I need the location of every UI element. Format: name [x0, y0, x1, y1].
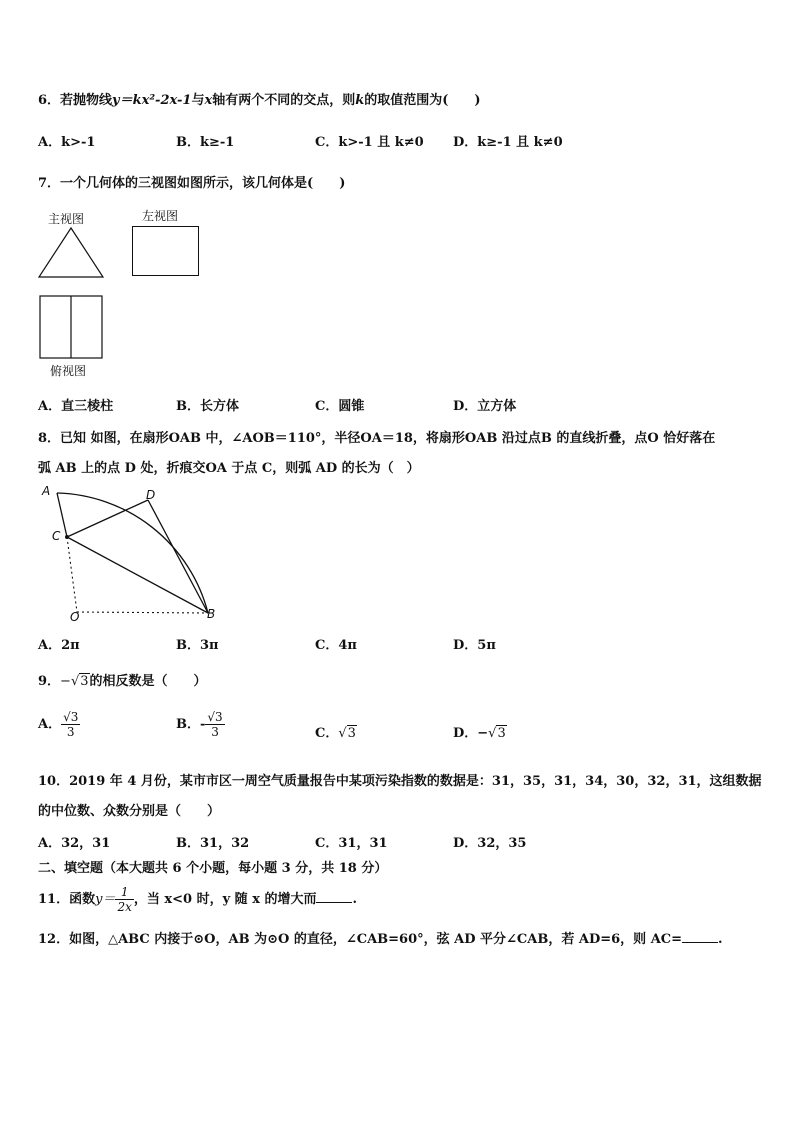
q7-top-view-label: 俯视图 — [50, 364, 87, 378]
q6-stem-d: 的取值范围为( ) — [364, 93, 481, 108]
q8-sector-figure — [36, 480, 226, 630]
q6-option-d: D．k≥-1 且 k≠0 — [453, 135, 563, 150]
q9-option-c-radicand: 3 — [347, 726, 356, 741]
q9-option-a-label: A． — [38, 717, 62, 732]
q11-num: 1 — [115, 885, 133, 900]
q6-stem-a: 6．若抛物线 — [38, 93, 113, 108]
q9-radicand: 3 — [80, 674, 89, 689]
q7-top-view-rectangle — [39, 295, 105, 361]
q8-option-b: B．3π — [176, 638, 219, 653]
q9-option-d — [453, 722, 507, 741]
q12-end: . — [718, 932, 723, 947]
q9-option-b-label: B．- — [176, 717, 206, 732]
q12-stem — [38, 928, 723, 947]
q11-den: 2x — [117, 900, 132, 914]
q8-stem-line2: 弧 AB 上的点 D 处，折痕交OA 于点 C，则弧 AD 的长为（ ） — [38, 461, 420, 476]
q6-option-b: B．k≥-1 — [176, 135, 235, 150]
q11-prefix: 11．函数 — [38, 892, 96, 907]
q9-option-a-num: √3 — [63, 710, 79, 724]
q12-answer-blank[interactable] — [682, 932, 718, 943]
q7-option-c: C．圆锥 — [315, 399, 365, 414]
q10-stem-line1: 10．2019 年 4 月份，某市市区一周空气质量报告中某项污染指数的数据是：31，35，31，34，30，32，31，这组数据 — [38, 774, 762, 789]
q9-suffix: 的相反数是（ ） — [89, 674, 207, 689]
q8-label-o: O — [70, 610, 80, 624]
q10-option-c: C．31，31 — [315, 836, 388, 851]
q7-option-d: D．立方体 — [453, 399, 517, 414]
q6-stem — [38, 89, 481, 108]
q9-stem — [38, 670, 207, 689]
q8-label-a: A — [42, 484, 51, 498]
q9-option-d-label: D．− — [453, 726, 489, 741]
q9-option-d-radicand: 3 — [497, 726, 506, 741]
q8-label-d: D — [146, 488, 156, 502]
q6-stem-b: 与 — [191, 93, 205, 108]
q6-option-c: C．k>-1 且 k≠0 — [315, 135, 424, 150]
q8-label-b: B — [207, 607, 216, 621]
q6-var-k: k — [355, 93, 365, 108]
q9-option-b-den: 3 — [211, 725, 219, 739]
q9-option-a-fraction — [61, 710, 80, 739]
q11-suffix: ，当 x<0 时，y 随 x 的增大而 — [133, 892, 317, 907]
q9-option-c-label: C． — [315, 726, 339, 741]
q8-option-d: D．5π — [453, 638, 496, 653]
q10-stem-line2: 的中位数、众数分别是（ ） — [38, 804, 221, 819]
q9-option-b-num: √3 — [207, 710, 223, 724]
q7-front-view-label: 主视图 — [48, 212, 85, 226]
q6-var-x: x — [204, 93, 213, 108]
q11-end: . — [352, 892, 358, 907]
q7-left-view-label: 左视图 — [142, 209, 179, 223]
q9-neg-sign: − — [60, 674, 71, 689]
q6-equation: y＝kx²-2x-1 — [112, 93, 192, 108]
q9-sqrt: √3 — [70, 674, 89, 689]
q7-left-view-rectangle — [132, 226, 199, 276]
q9-option-c-sqrt: √3 — [338, 726, 356, 741]
q9-prefix: 9． — [38, 674, 61, 689]
q6-stem-c: 轴有两个不同的交点，则 — [212, 93, 356, 108]
q7-stem: 7．一个几何体的三视图如图所示，该几何体是( ) — [38, 176, 346, 191]
q10-option-b: B．31，32 — [176, 836, 250, 851]
q11-fraction — [115, 885, 133, 914]
q8-label-c: C — [52, 529, 61, 543]
section-fill-in-title: 二、填空题（本大题共 6 个小题，每小题 3 分，共 18 分） — [38, 861, 388, 876]
q8-option-a: A．2π — [38, 638, 80, 653]
q9-option-d-sqrt: √3 — [488, 726, 506, 741]
q10-option-a: A．32，31 — [38, 836, 111, 851]
q9-option-b-fraction — [205, 710, 224, 739]
q9-option-b — [176, 710, 225, 739]
q12-text: 12．如图，△ABC 内接于⊙O，AB 为⊙O 的直径，∠CAB=60°，弦 AD 平分∠CAB，若 AD=6，则 AC= — [38, 932, 683, 947]
q8-option-c: C．4π — [315, 638, 357, 653]
q7-front-view-triangle — [36, 226, 106, 280]
q10-option-d: D．32，35 — [453, 836, 527, 851]
q9-option-a — [38, 710, 80, 739]
q11-answer-blank[interactable] — [316, 892, 352, 903]
q6-option-a: A．k>-1 — [38, 135, 96, 150]
q7-option-a: A．直三棱柱 — [38, 399, 114, 414]
q7-option-b: B．长方体 — [176, 399, 239, 414]
q9-option-c — [315, 722, 357, 741]
q11-stem — [38, 885, 357, 914]
q11-y-eq: y＝ — [95, 892, 116, 907]
q8-stem-line1: 8．已知 如图，在扇形OAB 中，∠AOB＝110°，半径OA＝18，将扇形OAB 沿过点B 的直线折叠，点O 恰好落在 — [38, 431, 716, 446]
q9-option-a-den: 3 — [66, 725, 75, 739]
